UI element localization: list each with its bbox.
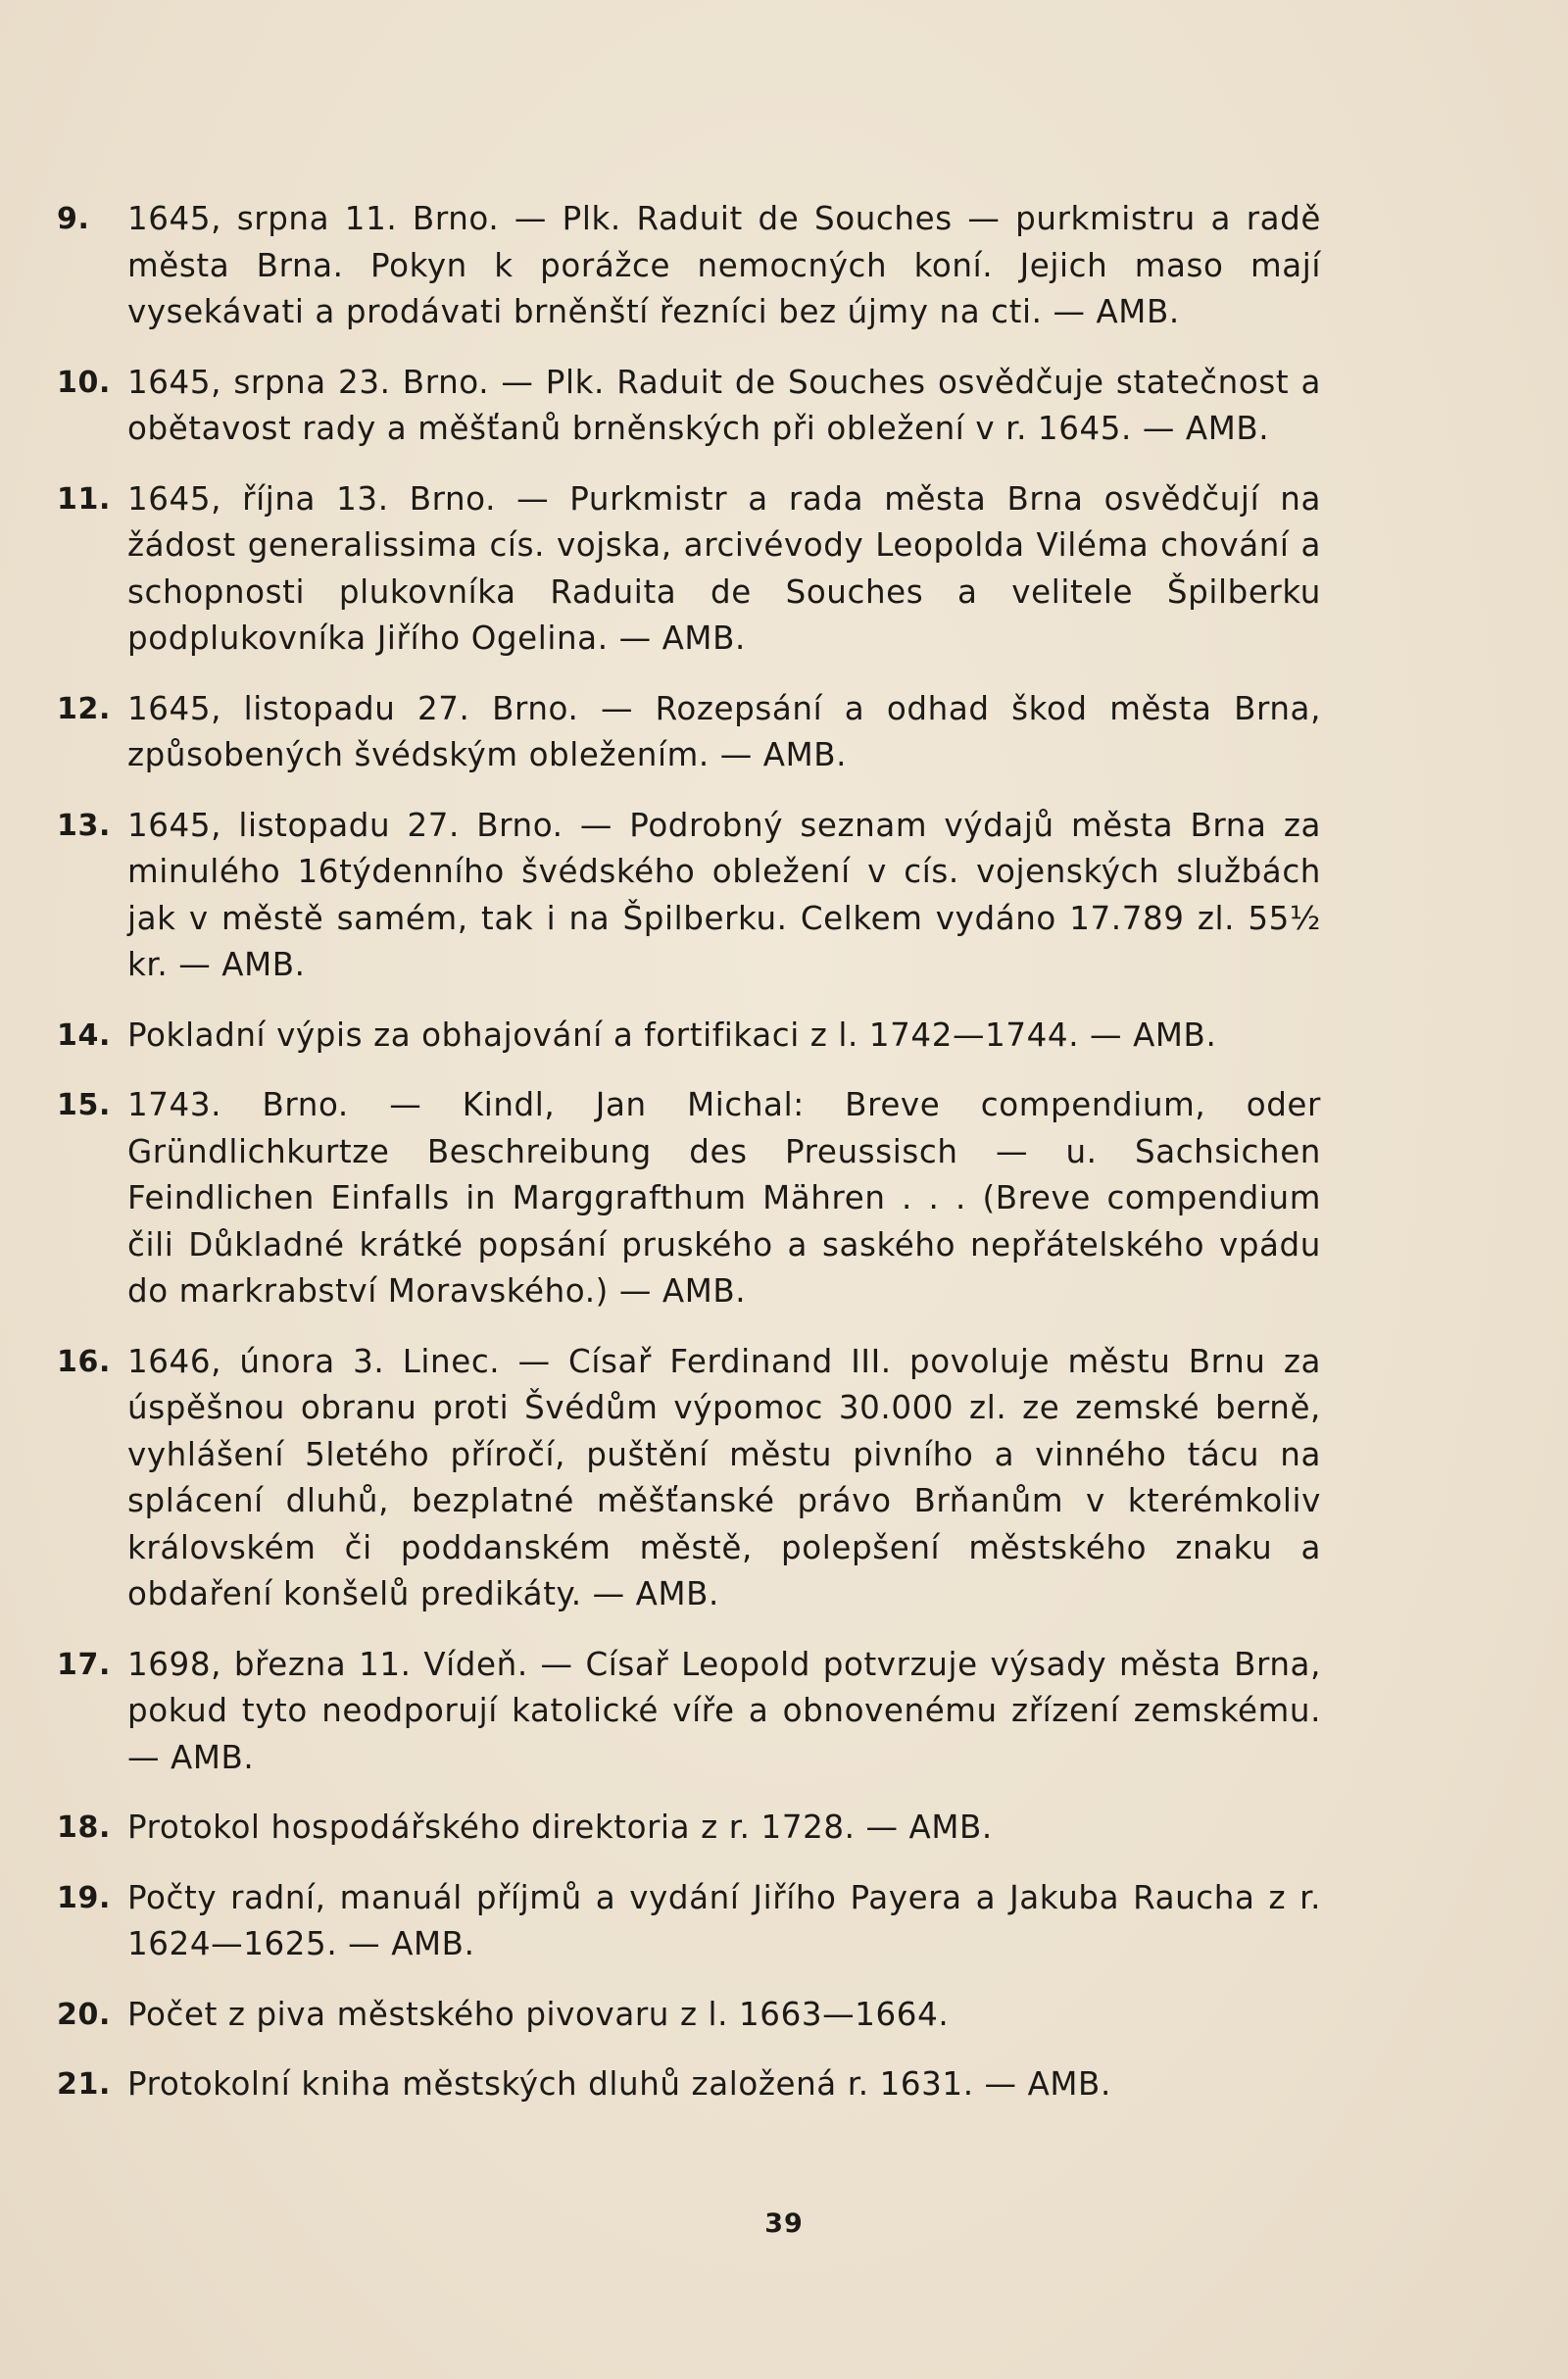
page-number: 39 — [764, 2208, 804, 2239]
entry-11 — [57, 476, 1321, 663]
entry-text: 1645, listopadu 27. Brno. — Podrobný seznam výdajů města Brna za minulého 16týdenního švédského obležení v cís. vojenských službách jak v městě samém, tak i na Špilberku. Celkem vydáno 17.789 zl. 55½ kr. — AMB. — [127, 806, 1321, 983]
entry-text: 1743. Brno. — Kindl, Jan Michal: Breve compendium, oder Gründlichkurtze Beschreibung des Preussisch — u. Sachsichen Feindlichen Einfalls in Marggrafthum Mähren . . . (Breve compendium čili Důkladné krátké popsání pruského a saského nepřátelského vpádu do markrabství Moravského.) — AMB. — [127, 1086, 1321, 1310]
entry-text: 1645, listopadu 27. Brno. — Rozepsání a odhad škod města Brna, způsobených švédským obležením. — AMB. — [127, 689, 1321, 773]
entry-text: Protokolní kniha městských dluhů založená r. 1631. — AMB. — [127, 2065, 1111, 2103]
entry-text: Protokol hospodářského direktoria z r. 1728. — AMB. — [127, 1809, 993, 1846]
entry-number: 10. — [57, 365, 111, 400]
entry-16 — [57, 1339, 1321, 1618]
entry-text: Počty radní, manuál příjmů a vydání Jiřího Payera a Jakuba Raucha z r. 1624—1625. — AMB. — [127, 1878, 1321, 1962]
entry-number: 13. — [57, 808, 111, 843]
entry-9 — [57, 196, 1321, 336]
entry-17 — [57, 1642, 1321, 1782]
entry-text: Počet z piva městského pivovaru z l. 1663—1664. — [127, 1995, 950, 2033]
entry-19 — [57, 1875, 1321, 1968]
entry-text: 1645, srpna 23. Brno. — Plk. Raduit de Souches osvědčuje statečnost a obětavost rady a měšťanů brněnských při obležení v r. 1645. — AMB. — [127, 363, 1321, 447]
entry-text: 1645, srpna 11. Brno. — Plk. Raduit de Souches — purkmistru a radě města Brna. Pokyn k porážce nemocných koní. Jejich maso mají vysekávati a prodávati brněnští řezníci bez újmy na cti. — AMB. — [127, 200, 1321, 330]
entry-number: 17. — [57, 1647, 111, 1682]
entry-list — [57, 196, 1321, 2132]
entry-number: 11. — [57, 481, 111, 517]
entry-text: 1698, března 11. Vídeň. — Císař Leopold potvrzuje výsady města Brna, pokud tyto neodporují katolické víře a obnovenému zřízení zemskému. — AMB. — [127, 1645, 1321, 1776]
entry-14 — [57, 1013, 1321, 1060]
entry-text: 1646, února 3. Linec. — Císař Ferdinand III. povoluje městu Brnu za úspěšnou obranu proti Švédům výpomoc 30.000 zl. ze zemské berně, vyhlášení 5letého příročí, puštění městu pivního a vinného tácu na splácení dluhů, bezplatné měšťanské právo Brňanům v kterémkoliv královském či poddanském městě, polepšení městského znaku a obdaření konšelů predikáty. — AMB. — [127, 1342, 1321, 1612]
entry-number: 19. — [57, 1880, 111, 1915]
entry-12 — [57, 686, 1321, 779]
entry-number: 9. — [57, 202, 90, 236]
entry-13 — [57, 803, 1321, 989]
entry-10 — [57, 360, 1321, 453]
entry-number: 21. — [57, 2067, 111, 2102]
entry-number: 18. — [57, 1810, 111, 1845]
entry-number: 14. — [57, 1017, 111, 1053]
entry-15 — [57, 1082, 1321, 1315]
entry-text: 1645, října 13. Brno. — Purkmistr a rada města Brna osvědčují na žádost generalissima cís. vojska, arcivévody Leopolda Viléma chování a schopnosti plukovníka Raduita de Souches a velitele Špilberku podplukovníka Jiřího Ogelina. — AMB. — [127, 479, 1321, 657]
entry-number: 16. — [57, 1344, 111, 1379]
entry-number: 15. — [57, 1088, 111, 1122]
entry-number: 12. — [57, 691, 111, 726]
entry-21 — [57, 2061, 1321, 2108]
entry-20 — [57, 1992, 1321, 2039]
entry-18 — [57, 1805, 1321, 1852]
entry-text: Pokladní výpis za obhajování a fortifikaci z l. 1742—1744. — AMB. — [127, 1016, 1217, 1054]
entry-number: 20. — [57, 1997, 111, 2032]
